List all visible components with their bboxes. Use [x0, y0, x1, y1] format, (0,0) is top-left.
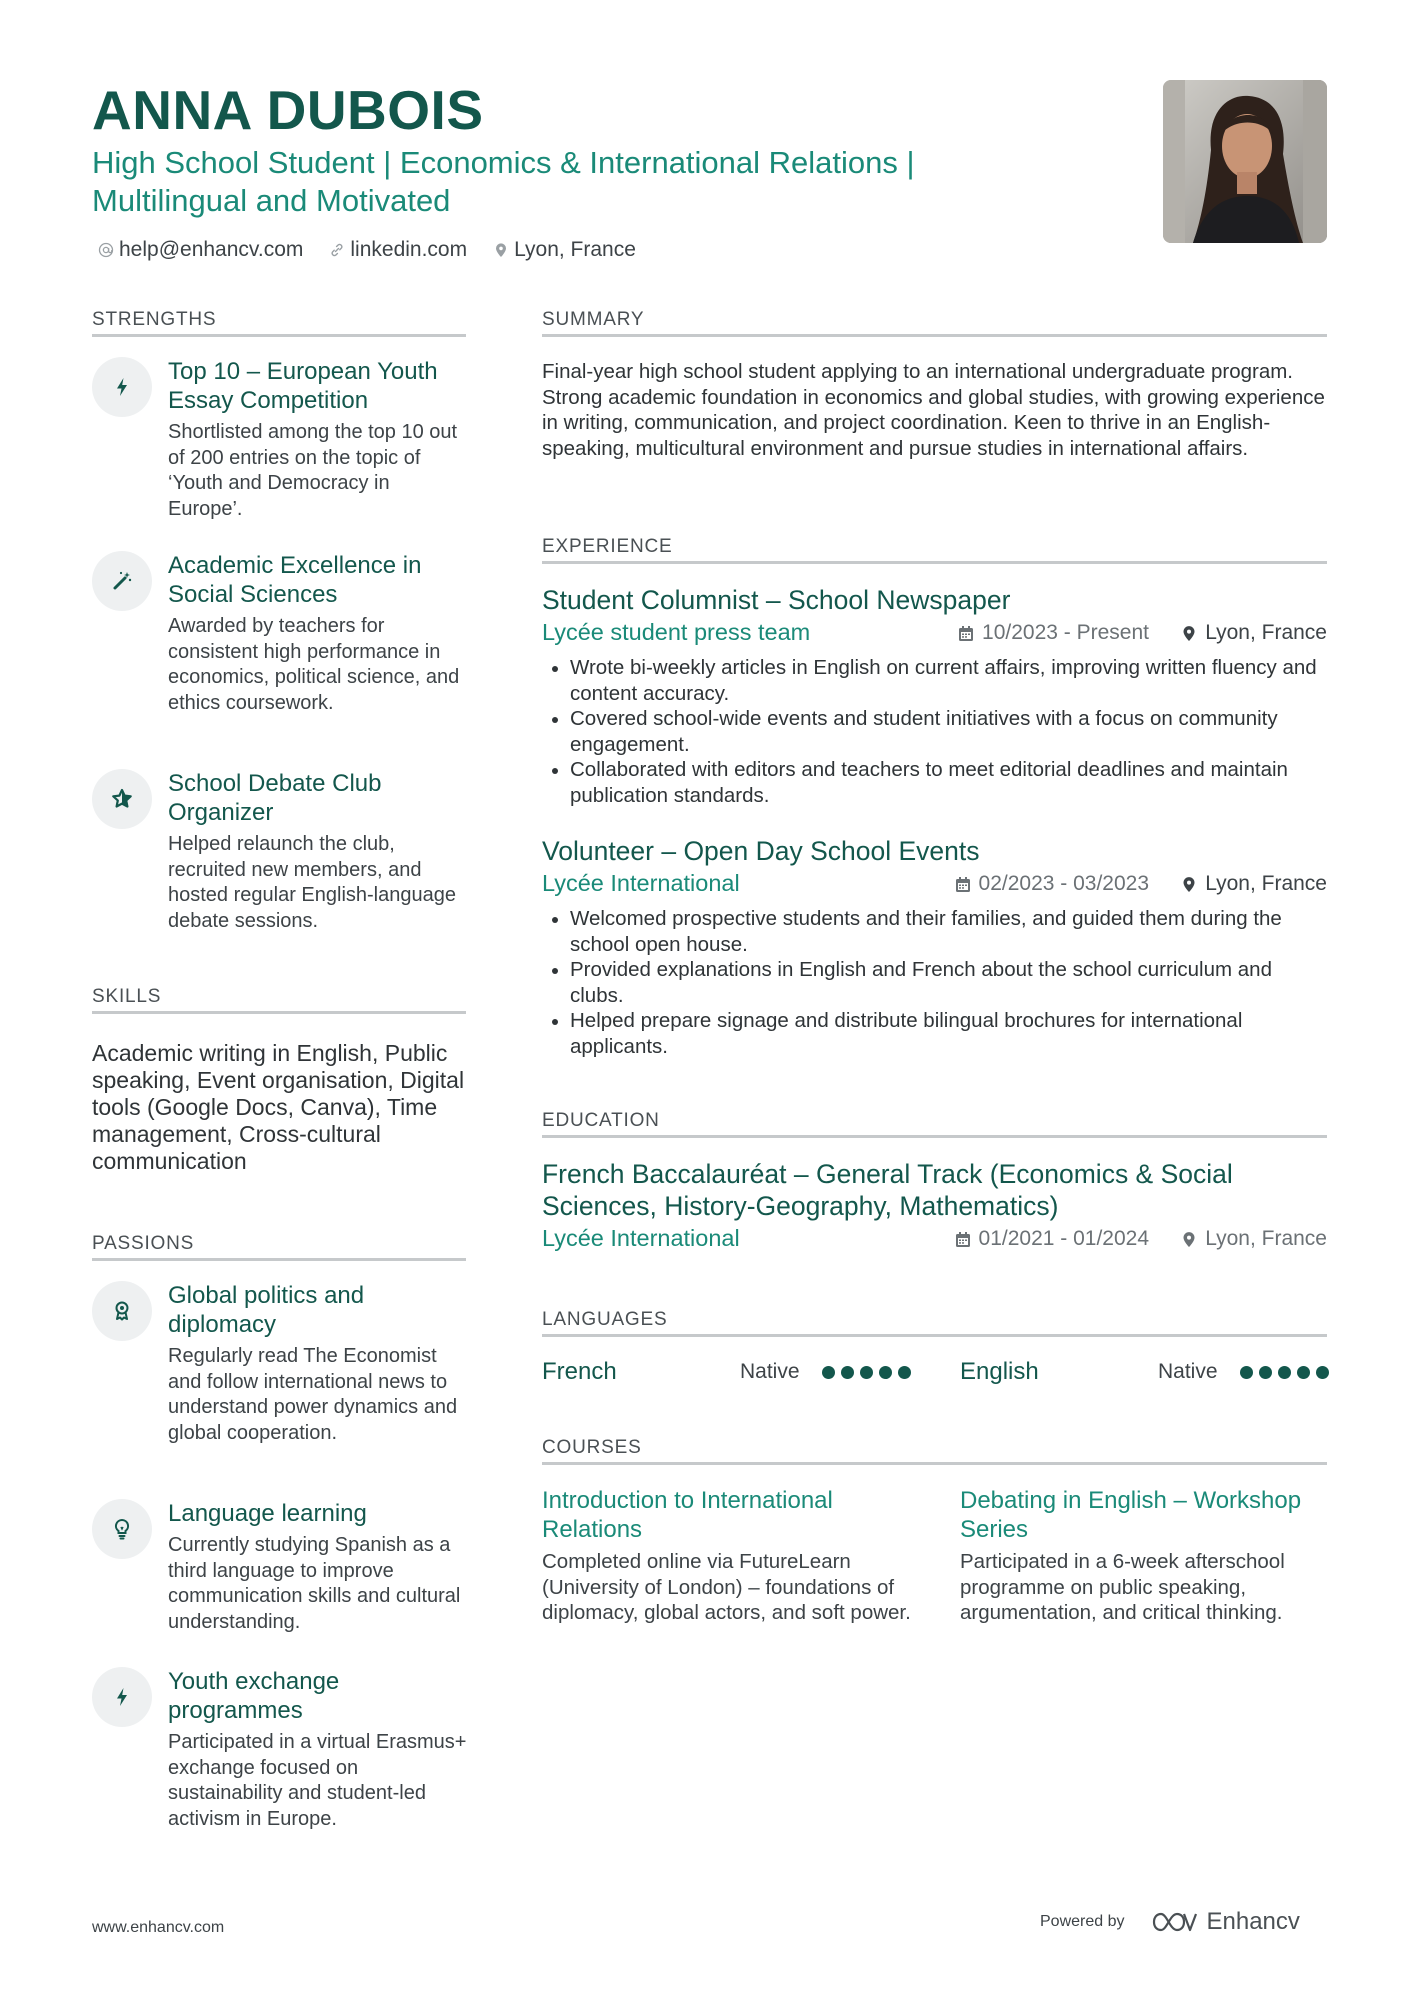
experience-bullet: Helped prepare signage and distribute bilingual brochures for international applicants. [542, 1008, 1327, 1059]
education-heading: EDUCATION [542, 1110, 660, 1131]
strength-title: Academic Excellence in Social Sciences [168, 552, 422, 608]
strength-icon-badge [92, 551, 152, 611]
proficiency-dot [860, 1366, 873, 1379]
contact-email-text: help@enhancv.com [119, 238, 304, 261]
experience-entry [542, 835, 1327, 1060]
course-description: Participated in a 6-week afterschool programme on public speaking, argumentation, and critical thinking. [960, 1550, 1285, 1625]
language-level: Native [1158, 1360, 1218, 1383]
summary-divider [542, 334, 1327, 337]
passion-icon-badge [92, 1499, 152, 1559]
strength-icon-badge [92, 769, 152, 829]
contact-location [493, 238, 636, 262]
passion-icon-badge [92, 1281, 152, 1341]
experience-bullets [542, 655, 1327, 809]
skills-divider [92, 1011, 466, 1014]
proficiency-dot [879, 1366, 892, 1379]
location-pin-icon [493, 242, 509, 258]
proficiency-dot [1240, 1366, 1253, 1379]
language-proficiency-dots [1240, 1366, 1329, 1379]
profile-photo [1163, 80, 1327, 243]
experience-location [1181, 621, 1327, 645]
proficiency-dot [841, 1366, 854, 1379]
calendar-icon [958, 625, 974, 642]
education-location [1181, 1227, 1327, 1251]
experience-bullets [542, 906, 1327, 1060]
passion-title: Youth exchange programmes [168, 1668, 340, 1724]
enhancv-logo-text: Enhancv [1206, 1908, 1300, 1935]
proficiency-dot [1297, 1366, 1310, 1379]
experience-entry [542, 584, 1327, 809]
summary-heading: SUMMARY [542, 309, 645, 330]
at-icon [98, 242, 114, 258]
language-name: English [960, 1358, 1039, 1385]
passion-description: Currently studying Spanish as a third language to improve communication skills and cultural understanding. [168, 1534, 461, 1633]
language-level: Native [740, 1360, 800, 1383]
proficiency-dot [1316, 1366, 1329, 1379]
proficiency-dot [1278, 1366, 1291, 1379]
course-description: Completed online via FutureLearn (University of London) – foundations of diplomacy, global actors, and soft power. [542, 1550, 911, 1625]
experience-dates [955, 872, 1149, 896]
experience-heading: EXPERIENCE [542, 536, 673, 557]
experience-location-text: Lyon, France [1205, 872, 1327, 895]
lightbulb-icon [110, 1517, 134, 1541]
skills-list: Academic writing in English, Public speaking, Event organisation, Digital tools (Google Docs, Canva), Time management, Cross-cultural communication [92, 1040, 465, 1174]
education-dates-text: 01/2021 - 01/2024 [978, 1227, 1149, 1250]
summary-text: Final-year high school student applying to an international undergraduate program. Strong academic foundation in economics and global studies, with growing experience in writing, communication, and project coordination. Keen to thrive in an English-speaking, multicultural environment and pursue studies in international affairs. [542, 360, 1325, 460]
strength-title: School Debate Club Organizer [168, 770, 382, 826]
contact-linkedin[interactable] [329, 238, 467, 262]
language-name: French [542, 1358, 617, 1385]
experience-organization: Lycée student press team [542, 619, 811, 645]
proficiency-dot [822, 1366, 835, 1379]
education-title: French Baccalauréat – General Track (Economics & Social Sciences, History-Geography, Mathematics) [542, 1159, 1233, 1221]
education-location-text: Lyon, France [1205, 1227, 1327, 1250]
languages-divider [542, 1334, 1327, 1337]
passions-heading: PASSIONS [92, 1233, 195, 1254]
calendar-icon [955, 1231, 971, 1248]
experience-dates-text: 10/2023 - Present [982, 621, 1149, 644]
experience-title: Student Columnist – School Newspaper [542, 585, 1011, 615]
link-icon [329, 242, 345, 258]
enhancv-logo-icon [1151, 1909, 1199, 1935]
experience-divider [542, 561, 1327, 564]
calendar-icon [955, 876, 971, 893]
course-entry [960, 1486, 1330, 1626]
passion-description: Participated in a virtual Erasmus+ exchange focused on sustainability and student-led activism in Europe. [168, 1731, 467, 1830]
experience-bullet: Welcomed prospective students and their families, and guided them during the school open house. [542, 906, 1327, 957]
contact-bar [98, 238, 636, 262]
courses-divider [542, 1462, 1327, 1465]
footer-branding [1040, 1908, 1300, 1936]
candidate-name: ANNA DUBOIS [92, 79, 484, 141]
education-institution: Lycée International [542, 1225, 740, 1251]
experience-dates [958, 621, 1149, 645]
education-divider [542, 1135, 1327, 1138]
language-entry [542, 1358, 907, 1392]
enhancv-logo[interactable] [1151, 1908, 1300, 1936]
magic-wand-icon [110, 569, 134, 593]
education-dates [955, 1227, 1149, 1251]
passions-divider [92, 1258, 466, 1261]
strength-description: Helped relaunch the club, recruited new members, and hosted regular English-language debate sessions. [168, 833, 456, 932]
languages-heading: LANGUAGES [542, 1309, 668, 1330]
language-proficiency-dots [822, 1366, 911, 1379]
strengths-divider [92, 334, 466, 337]
award-ribbon-icon [110, 1299, 134, 1323]
experience-bullet: Covered school-wide events and student initiatives with a focus on community engagement. [542, 706, 1327, 757]
experience-location [1181, 872, 1327, 896]
strength-title: Top 10 – European Youth Essay Competition [168, 358, 438, 414]
lightning-icon [110, 1685, 134, 1709]
experience-bullet: Collaborated with editors and teachers to meet editorial deadlines and maintain publication standards. [542, 757, 1327, 808]
passion-description: Regularly read The Economist and follow international news to understand power dynamics and global cooperation. [168, 1345, 458, 1444]
strength-description: Awarded by teachers for consistent high performance in economics, political science, and ethics coursework. [168, 615, 460, 714]
location-pin-icon [1181, 625, 1197, 642]
passion-title: Language learning [168, 1500, 367, 1527]
star-icon [110, 787, 134, 811]
lightning-icon [110, 375, 134, 399]
strength-description: Shortlisted among the top 10 out of 200 entries on the topic of ‘Youth and Democracy in Europe’. [168, 421, 458, 520]
experience-bullet: Wrote bi-weekly articles in English on current affairs, improving written fluency and content accuracy. [542, 655, 1327, 706]
footer-website-link[interactable]: www.enhancv.com [92, 1919, 225, 1936]
location-pin-icon [1181, 1231, 1197, 1248]
candidate-headline: High School Student | Economics & International Relations | Multilingual and Motivated [92, 145, 915, 218]
proficiency-dot [1259, 1366, 1272, 1379]
language-entry [960, 1358, 1327, 1392]
courses-heading: COURSES [542, 1437, 642, 1458]
experience-location-text: Lyon, France [1205, 621, 1327, 644]
course-title: Introduction to International Relations [542, 1487, 833, 1543]
experience-title: Volunteer – Open Day School Events [542, 836, 980, 866]
strength-icon-badge [92, 357, 152, 417]
contact-email[interactable] [98, 238, 303, 262]
course-entry [542, 1486, 927, 1626]
location-pin-icon [1181, 876, 1197, 893]
course-title: Debating in English – Workshop Series [960, 1487, 1302, 1543]
contact-location-text: Lyon, France [514, 238, 636, 261]
education-entry [542, 1158, 1327, 1259]
proficiency-dot [898, 1366, 911, 1379]
experience-dates-text: 02/2023 - 03/2023 [978, 872, 1149, 895]
passion-icon-badge [92, 1667, 152, 1727]
powered-by-label: Powered by [1040, 1913, 1125, 1930]
experience-organization: Lycée International [542, 870, 740, 896]
contact-linkedin-text: linkedin.com [350, 238, 468, 261]
passion-title: Global politics and diplomacy [168, 1282, 365, 1338]
strengths-heading: STRENGTHS [92, 309, 217, 330]
skills-heading: SKILLS [92, 986, 162, 1007]
experience-bullet: Provided explanations in English and French about the school curriculum and clubs. [542, 957, 1327, 1008]
